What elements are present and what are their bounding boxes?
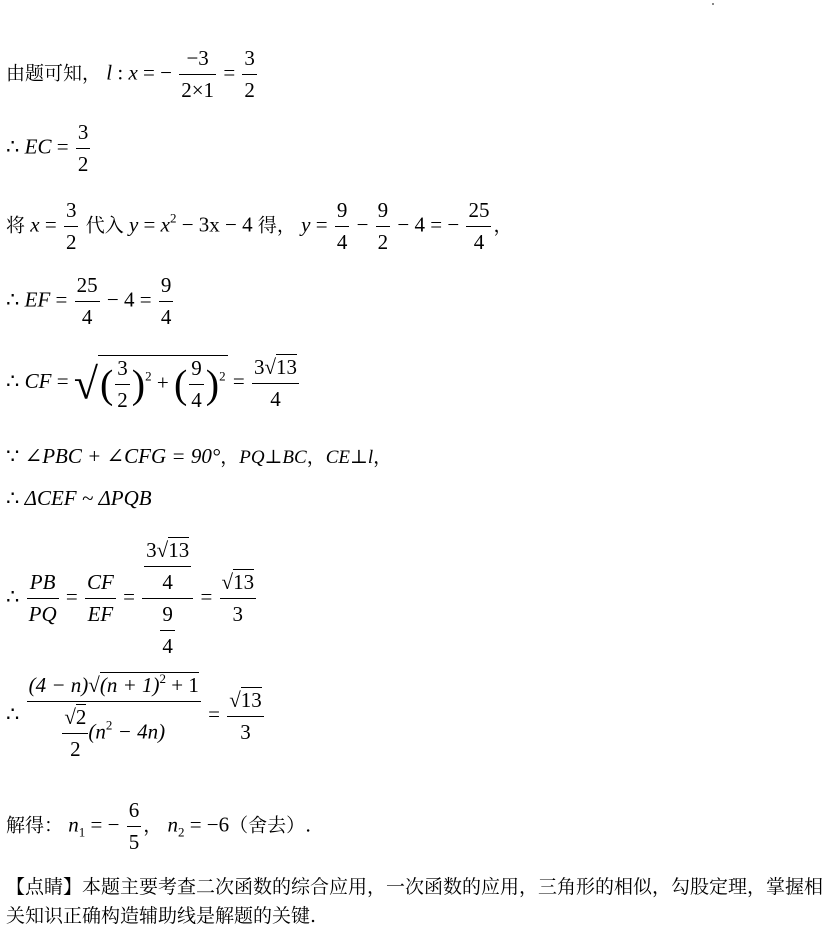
equals: = xyxy=(232,368,250,393)
numerator: 3 xyxy=(64,200,79,227)
var-x: x xyxy=(160,212,170,237)
cn-text: 得， xyxy=(257,214,296,237)
var-x: x xyxy=(30,212,40,237)
denominator: 2 xyxy=(77,152,89,176)
denominator: 4 xyxy=(270,386,281,411)
numerator xyxy=(142,540,193,599)
therefore-symbol: ∴ xyxy=(6,701,20,726)
denominator: 4 xyxy=(162,570,173,594)
equals: = xyxy=(310,212,333,237)
var-y: y xyxy=(301,212,311,237)
comma: ， xyxy=(493,214,513,237)
fraction xyxy=(227,687,264,744)
perpendicular-ce: CE⊥l xyxy=(325,447,374,468)
numerator: 6 xyxy=(127,800,142,827)
fraction xyxy=(27,672,201,760)
denominator: 2 xyxy=(117,388,128,412)
denominator: $\frac{√2}{2}$ $(n^2 - 4n)$ xyxy=(64,705,166,761)
numerator: 3√13 xyxy=(144,540,191,567)
complex-fraction xyxy=(142,540,193,657)
radicand: $(n + 1)^2 + 1$ xyxy=(99,671,199,697)
denominator: 2 xyxy=(244,78,255,102)
exponent: 2 xyxy=(169,210,177,226)
fraction xyxy=(27,572,59,625)
fraction xyxy=(466,200,491,253)
fraction xyxy=(85,572,116,625)
var-ec: EC xyxy=(24,134,52,159)
equals: = xyxy=(60,584,83,609)
var-cf: CF xyxy=(24,368,52,393)
fraction xyxy=(220,572,257,625)
equals: = xyxy=(223,60,241,85)
line-equation-n xyxy=(6,672,266,760)
numerator: 25 xyxy=(75,275,100,302)
denominator: 2×1 xyxy=(181,78,215,102)
comma: ， xyxy=(306,446,326,468)
cn-text: （舍去）. xyxy=(229,814,312,837)
fraction xyxy=(179,48,216,101)
var-n: n xyxy=(167,812,178,837)
equals-value: = −6 xyxy=(184,812,230,837)
fraction xyxy=(76,122,91,175)
expression: − 4 = xyxy=(101,287,157,312)
equals: = xyxy=(138,212,161,237)
comma: ， xyxy=(220,446,240,468)
numerator: 9 xyxy=(376,200,391,227)
var-x: x xyxy=(128,60,138,85)
numerator: 3 xyxy=(76,122,91,149)
denominator: 4 xyxy=(81,305,93,329)
numerator: 3√13 xyxy=(252,357,299,384)
equals: = xyxy=(51,134,74,159)
line-cf xyxy=(6,355,301,411)
fraction xyxy=(252,354,299,411)
square-root xyxy=(74,355,228,411)
cn-text: 解得： xyxy=(6,814,64,837)
denominator: 3 xyxy=(232,602,244,626)
fraction xyxy=(144,540,191,593)
fraction xyxy=(242,48,257,101)
expression: − 3x − 4 xyxy=(176,212,253,237)
var-n: n xyxy=(68,812,79,837)
var-l: l xyxy=(106,60,113,85)
minus: − xyxy=(351,212,374,237)
fraction xyxy=(189,358,204,411)
equals: = xyxy=(200,584,218,609)
numerator: CF xyxy=(85,572,116,599)
denominator: 2 xyxy=(65,230,77,254)
exponent: 2 xyxy=(145,368,152,384)
therefore-symbol: ∴ xyxy=(6,134,20,159)
numerator: 9 xyxy=(159,275,174,302)
plus: + xyxy=(151,370,174,395)
exponent: 2 xyxy=(219,368,226,384)
angle-equation: ∠PBC + ∠CFG = 90° xyxy=(24,444,221,468)
denominator: PQ xyxy=(28,602,57,626)
therefore-symbol: ∴ xyxy=(6,584,20,609)
equals: = xyxy=(208,701,226,726)
similarity-statement: ΔCEF ~ ΔPQB xyxy=(24,486,152,510)
expression: − 4 = − xyxy=(392,212,460,237)
summary-note: 【点睛】本题主要考查二次函数的综合应用，一次函数的应用，三角形的相似，勾股定理，掌握相关知识正确构造辅助线是解题的关键. xyxy=(6,876,824,927)
subscript: 2 xyxy=(177,824,185,840)
fraction xyxy=(75,275,100,328)
denominator: EF xyxy=(87,602,114,626)
fraction xyxy=(127,800,142,853)
numerator: √2 xyxy=(62,707,88,734)
comma: ， xyxy=(373,446,393,468)
numerator: $(4 - n)√(n + 1)^2 + 1$ xyxy=(27,672,201,702)
subscript: 1 xyxy=(78,824,86,840)
cn-text: 将 xyxy=(6,214,26,237)
denominator: 4 xyxy=(336,230,348,254)
equals: = xyxy=(39,212,62,237)
numerator: 25 xyxy=(466,200,491,227)
cn-text: 代入 xyxy=(85,214,124,237)
denominator: 4 xyxy=(160,305,172,329)
perpendicular-pq: PQ⊥BC xyxy=(239,447,307,468)
colon: : xyxy=(112,60,129,85)
var-y: y xyxy=(128,212,139,237)
therefore-symbol: ∴ xyxy=(6,486,20,510)
fraction xyxy=(62,707,88,760)
equals: = xyxy=(117,584,141,609)
line-axis-of-symmetry xyxy=(6,48,259,101)
radical-sign-icon: √ xyxy=(73,359,98,409)
fraction xyxy=(64,200,79,253)
speck-mark xyxy=(712,3,714,5)
numerator: 3 xyxy=(242,48,257,75)
fraction xyxy=(160,604,175,657)
line-angles xyxy=(6,446,392,467)
equals: = xyxy=(51,368,74,393)
line-ratio xyxy=(6,540,258,657)
fraction xyxy=(159,275,174,328)
denominator: 4 xyxy=(473,230,485,254)
denominator: 4 xyxy=(191,388,202,412)
fraction xyxy=(115,358,130,411)
line-similar xyxy=(6,488,152,509)
therefore-symbol: ∴ xyxy=(6,368,20,393)
numerator: 3 xyxy=(115,358,130,385)
numerator: 9 xyxy=(189,358,204,385)
fraction xyxy=(335,200,350,253)
denominator xyxy=(142,599,193,657)
denominator: 4 xyxy=(162,634,173,658)
line-ef xyxy=(6,275,175,328)
numerator: √13 xyxy=(220,572,257,599)
numerator: 9 xyxy=(335,200,350,227)
equals-minus: = − xyxy=(85,812,120,837)
denominator: 3 xyxy=(240,719,251,744)
denominator: 5 xyxy=(128,830,140,854)
denominator: 2 xyxy=(377,230,389,254)
fraction xyxy=(376,200,391,253)
line-substitute xyxy=(6,200,512,253)
numerator: √13 xyxy=(227,690,264,717)
equals: = xyxy=(50,287,73,312)
comma: ， xyxy=(143,814,163,837)
because-symbol: ∵ xyxy=(6,444,20,468)
denominator: 2 xyxy=(70,737,81,761)
line-ec xyxy=(6,122,92,175)
line-solution xyxy=(6,800,311,853)
radicand: ( $\frac{3}{2}$ )$^2$ + ( $\frac{9}{4}$ )$^2$ xyxy=(99,356,226,412)
var-ef: EF xyxy=(24,287,51,312)
cn-text: 由题可知， xyxy=(6,62,102,85)
therefore-symbol: ∴ xyxy=(6,287,20,312)
numerator: PB xyxy=(27,572,59,599)
numerator: −3 xyxy=(179,48,216,75)
numerator: 9 xyxy=(160,604,175,631)
equals-minus: = − xyxy=(137,60,172,85)
